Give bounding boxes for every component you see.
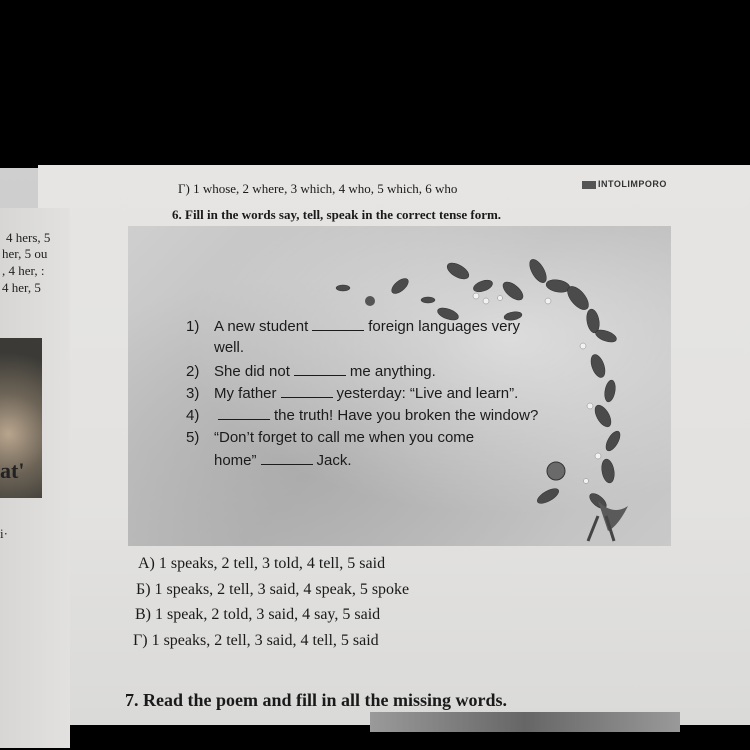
answer-option-b[interactable]: Б) 1 speaks, 2 tell, 3 said, 4 speak, 5 spoke: [136, 581, 410, 598]
left-page-edge: [0, 208, 70, 748]
exercise-item-5-continued: home” Jack.: [214, 452, 352, 469]
left-fragment: , 4 her, :: [2, 263, 45, 278]
answer-option-c[interactable]: В) 1 speak, 2 told, 3 said, 4 say, 5 said: [135, 606, 381, 623]
exercise-item-3: 3) My father yesterday: “Live and learn”.: [186, 385, 519, 402]
exercise-item-1: 1) A new student foreign languages very: [186, 318, 520, 335]
answer-blank[interactable]: [281, 396, 333, 398]
answer-blank[interactable]: [218, 418, 270, 420]
answer-blank[interactable]: [312, 329, 364, 331]
answer-blank[interactable]: [261, 463, 313, 465]
poem-picture-strip: [370, 712, 680, 732]
logo-icon: [582, 181, 596, 189]
previous-answer-option: Г) 1 whose, 2 where, 3 which, 4 who, 5 which, 6 who: [178, 181, 458, 196]
left-fragment: 4 her, 5: [2, 280, 41, 295]
logo: INTOLIMPORO: [582, 179, 667, 189]
exercise-item-1-continued: well.: [214, 339, 245, 356]
task-7-title: 7. Read the poem and fill in all the missing words.: [125, 690, 508, 710]
exercise-item-4: 4) the truth! Have you broken the window?: [186, 407, 539, 424]
answer-option-a[interactable]: А) 1 speaks, 2 tell, 3 told, 4 tell, 5 said: [138, 555, 386, 572]
exercise-item-5: 5) “Don’t forget to call me when you come: [186, 429, 475, 446]
left-fragment: 4 hers, 5: [6, 230, 51, 245]
answer-option-d[interactable]: Г) 1 speaks, 2 tell, 3 said, 4 tell, 5 said: [133, 632, 379, 649]
exercise-item-2: 2) She did not me anything.: [186, 363, 436, 380]
left-fragment: her, 5 ou: [2, 246, 48, 261]
left-fragment: at': [0, 458, 25, 483]
answer-blank[interactable]: [294, 374, 346, 376]
exercise-picture: [128, 226, 671, 546]
left-fragment: i·: [0, 526, 8, 541]
task-6-title: 6. Fill in the words say, tell, speak in the correct tense form.: [172, 207, 502, 222]
